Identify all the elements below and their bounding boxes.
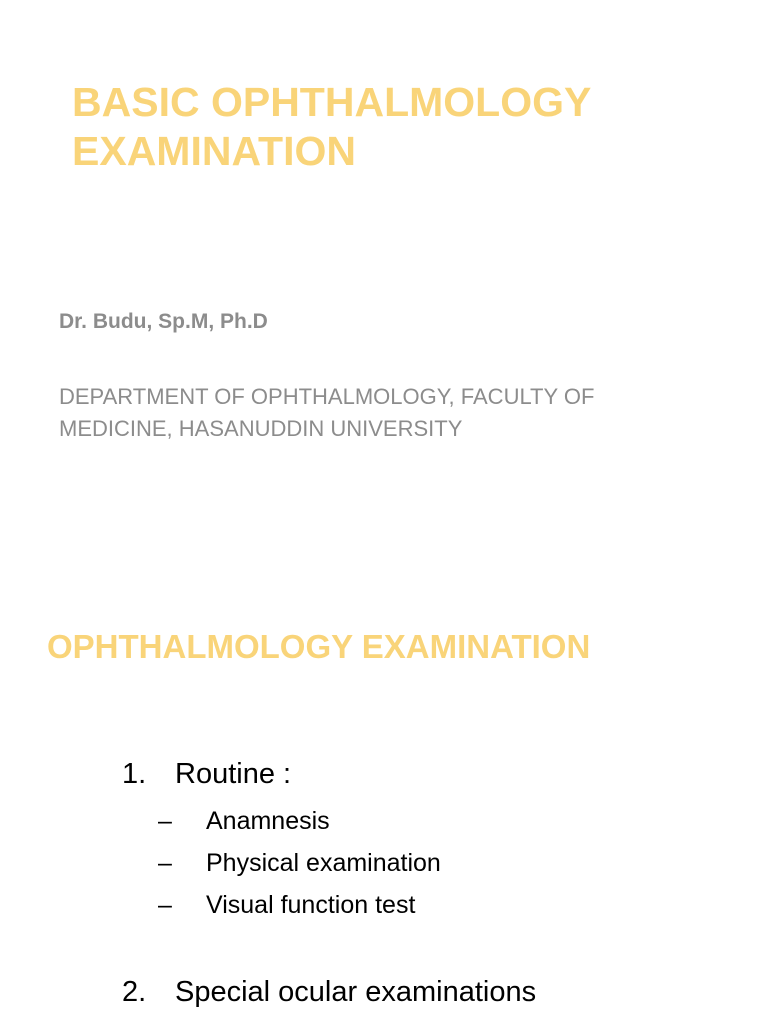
list-item-label: Routine : (175, 758, 292, 790)
sub-item-label: Visual function test (206, 891, 416, 919)
dash-marker: – (158, 807, 172, 835)
sub-item-anamnesis (158, 807, 330, 836)
list-number: 2. (122, 976, 147, 1008)
list-item-special-ocular (122, 976, 536, 1009)
slide-heading: OPHTHALMOLOGY EXAMINATION (47, 628, 591, 665)
list-item-label: Special ocular examinations (175, 976, 537, 1008)
list-number: 1. (122, 758, 147, 790)
list-item-routine (122, 758, 291, 791)
affiliation: DEPARTMENT OF OPHTHALMOLOGY, FACULTY OF MEDICINE, HASANUDDIN UNIVERSITY (59, 384, 595, 441)
content-slide (0, 560, 768, 1024)
sub-item-label: Physical examination (206, 849, 441, 877)
presentation-title: BASIC OPHTHALMOLOGY EXAMINATION (72, 79, 591, 174)
dash-marker: – (158, 891, 172, 919)
sub-item-physical-examination (158, 849, 441, 878)
sub-item-label: Anamnesis (206, 807, 330, 835)
sub-item-visual-function-test (158, 891, 415, 920)
author-name: Dr. Budu, Sp.M, Ph.D (59, 310, 268, 333)
dash-marker: – (158, 849, 172, 877)
